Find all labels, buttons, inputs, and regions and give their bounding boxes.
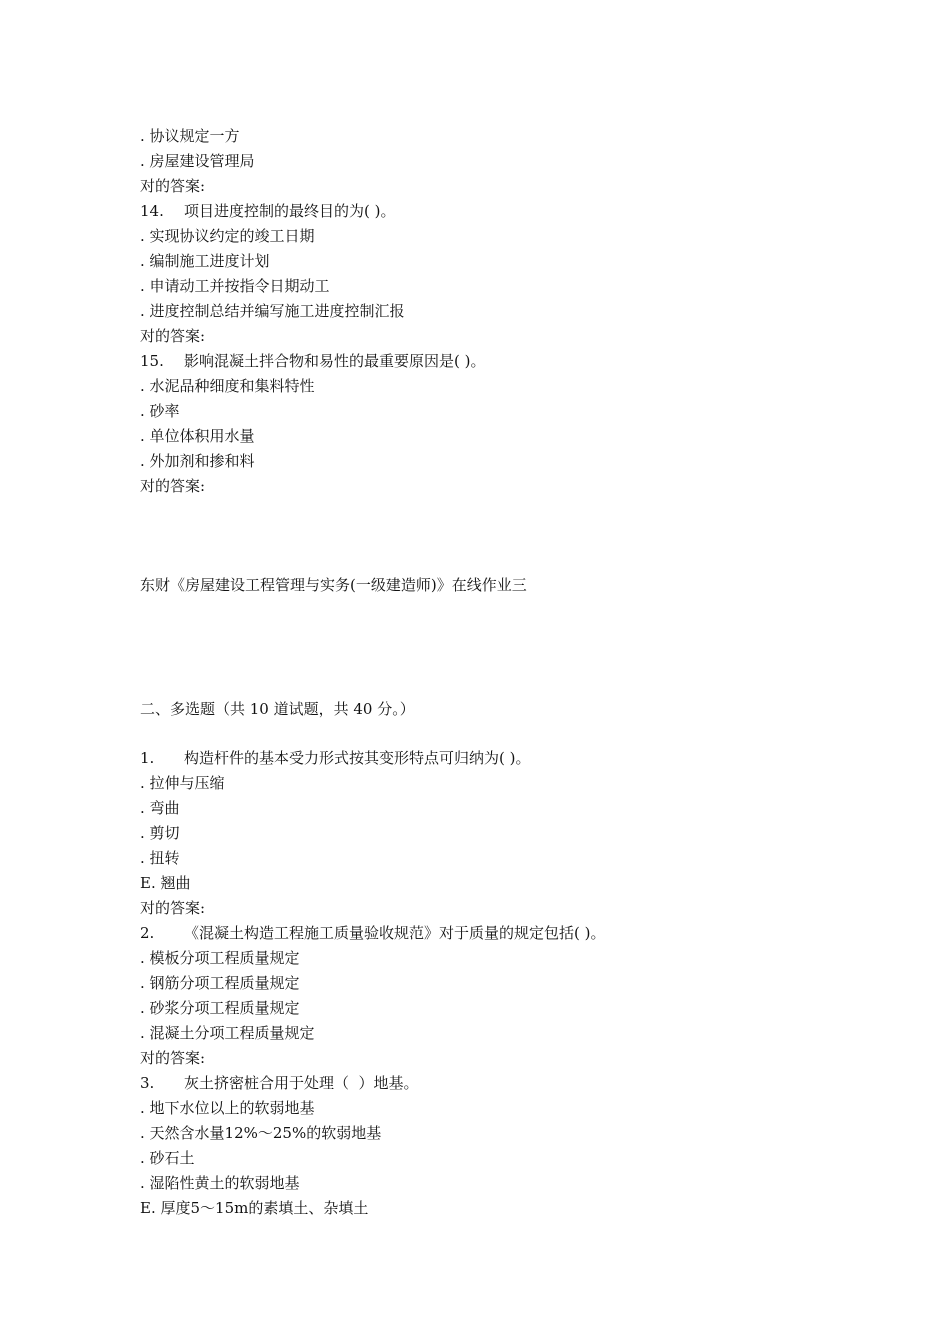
question-15 (140, 349, 900, 374)
option: . 砂石土 (140, 1149, 195, 1167)
answer-label: 对的答案: (140, 1049, 206, 1067)
question-block-a (140, 124, 900, 499)
option: . 拉伸与压缩 (140, 774, 225, 792)
answer-label: 对的答案: (140, 899, 206, 917)
option: . 实现协议约定的竣工日期 (140, 227, 315, 245)
option: . 扭转 (140, 849, 180, 867)
question-text: 构造杆件的基本受力形式按其变形特点可归纳为( )。 (184, 749, 531, 767)
question-number: 1. (140, 749, 155, 767)
answer-label: 对的答案: (140, 177, 206, 195)
option: E. 厚度5～15m的素填土、杂填土 (140, 1199, 369, 1217)
option: . 协议规定一方 (140, 127, 240, 145)
option: . 水泥品种细度和集料特性 (140, 377, 315, 395)
question-3 (140, 1071, 900, 1096)
answer-label: 对的答案: (140, 477, 206, 495)
question-number: 15. (140, 352, 164, 370)
option: . 砂率 (140, 402, 180, 420)
option: . 天然含水量12%～25%的软弱地基 (140, 1124, 382, 1142)
option: . 弯曲 (140, 799, 180, 817)
question-number: 2. (140, 924, 155, 942)
option: E. 翘曲 (140, 874, 191, 892)
option: . 砂浆分项工程质量规定 (140, 999, 300, 1017)
option: . 单位体积用水量 (140, 427, 255, 445)
option: . 湿陷性黄土的软弱地基 (140, 1174, 300, 1192)
question-1 (140, 746, 900, 771)
question-2 (140, 921, 900, 946)
option: . 编制施工进度计划 (140, 252, 270, 270)
option: . 房屋建设管理局 (140, 152, 255, 170)
question-14 (140, 199, 900, 224)
question-block-b (140, 746, 900, 1221)
question-text: 项目进度控制的最终目的为( )。 (184, 202, 396, 220)
option: . 混凝土分项工程质量规定 (140, 1024, 315, 1042)
option: . 进度控制总结并编写施工进度控制汇报 (140, 302, 405, 320)
option: . 申请动工并按指令日期动工 (140, 277, 330, 295)
option: . 钢筋分项工程质量规定 (140, 974, 300, 992)
question-number: 14. (140, 202, 164, 220)
question-number: 3. (140, 1074, 155, 1092)
question-text: 影响混凝土拌合物和易性的最重要原因是( )。 (184, 352, 486, 370)
document-title: 东财《房屋建设工程管理与实务(一级建造师)》在线作业三 (140, 576, 527, 594)
section-title: 二、多选题（共 10 道试题，共 40 分。） (140, 700, 415, 718)
question-text: 《混凝土构造工程施工质量验收规范》对于质量的规定包括( )。 (184, 924, 606, 942)
option: . 模板分项工程质量规定 (140, 949, 300, 967)
option: . 地下水位以上的软弱地基 (140, 1099, 315, 1117)
question-text: 灰土挤密桩合用于处理（ ）地基。 (184, 1074, 419, 1092)
answer-label: 对的答案: (140, 327, 206, 345)
option: . 外加剂和掺和料 (140, 452, 255, 470)
option: . 剪切 (140, 824, 180, 842)
